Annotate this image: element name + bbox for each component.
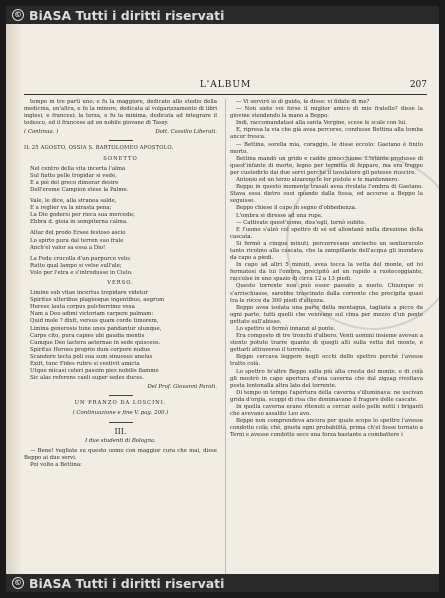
- right-paragraph: Beppo non comprendeva ancora per quale scopo lo spettro l'avesse condotto colà; chè, giusta ogni probabilità, prima ch'el fosse tornato a Terni e avesse condotto seco una forza bastante a combattere i: [230, 418, 423, 439]
- right-paragraph: Era composto di tre tronchi d'albero. Venti uomini insieme avevan a stento potuto trarre quanto di quegli alti sulla vetta del monte, e gettarli attraverso il torrente.: [230, 333, 423, 354]
- chapter-paragraph: — Bene! vegliate su questo uomo con maggior cura che mai, disse Beppo ai due servi.: [24, 447, 217, 461]
- watermark-bottom-text: BiASA Tutti i diritti riservati: [29, 575, 225, 591]
- story-divider: [109, 395, 133, 396]
- verse-line: Ratto qual lampo si velse sull'ale;: [30, 262, 122, 269]
- verse-line: Ebbra d. gioia in sempiterna calma.: [30, 219, 128, 226]
- latin-verses: [24, 290, 217, 382]
- right-paragraph: — Cattivate quest'uomo, diss'egli, tornò subito.: [236, 219, 366, 226]
- right-paragraph: Beppo avea isolata una parte della montagna, tagliata a picco da ogni parte, tutti quelli che venivano sul cima per mezzo d'un ponte gettato sull'abisso.: [230, 304, 423, 325]
- right-paragraph: Beppo cercava leggere negli occhi dello spettro perchè l'avesse tratto colà.: [230, 354, 423, 368]
- right-paragraph: — Bettina, sorella mia, coraggio, le disse eccolo: Gaetano è finito morto.: [230, 141, 423, 155]
- story-title: UN PRANZO DA LOSCINI.: [74, 400, 167, 407]
- article-signature: [24, 129, 217, 136]
- right-paragraph: Beppo chiese il capo in segno d'obbedienza.: [236, 205, 357, 212]
- right-paragraph: Questo torrente non può esser passato a nuoto. Chiunque vi s'arrischiasse, sarebbe trascinato dalla corrente che precipita quasi tra le rocce da 300 piedi d'altezza.: [230, 283, 423, 304]
- verse-line: E a reglier va la nirasta pena;: [30, 205, 112, 212]
- chapter-text: [24, 448, 217, 469]
- right-paragraph: Di tempo in tempo l'apertura della caverna s'illuminava: ne uscivan grida d'orgia, scoppi di risa che dominavano il fragore delle cascate.: [230, 389, 423, 403]
- right-paragraph: E, ripresa la via che già avea percorso, condusse Bettina alla tomba ancor fresca.: [230, 127, 423, 141]
- verse-line: Lo spirto pura dal terren suo frale: [30, 237, 124, 244]
- section-divider: [109, 140, 133, 141]
- right-paragraph: Lo spettro si fermò innanzi al ponte.: [236, 326, 336, 332]
- right-paragraph: Bettina mandò un grido e cadde ginocchione. L'istante produsse di quest'infante di morte, legno per termina di feppare, ma era troppo per custodirlo dai due servi perchè il tavolatore gli potesse riuscire.: [230, 155, 423, 176]
- verse-line: Dell'erome Campion stese la Palme.: [30, 186, 129, 193]
- latin-line: Nam a Deo adimi victoriam carpere palmam:: [30, 311, 154, 318]
- right-paragraph: L'ombra si diresse ad una rupe.: [236, 212, 323, 219]
- latin-line: Scandere tecta poli sua sum sinuosus anelus: [30, 353, 153, 360]
- chapter-number: III.: [114, 426, 127, 436]
- column-divider: [225, 99, 226, 577]
- page-header: [24, 80, 427, 92]
- latin-line: Limine sub vitae incertus trepidare videtur: [30, 290, 148, 297]
- latin-line: Sic alas referens caeli super sedes duces.: [30, 375, 144, 382]
- chapter-paragraph: Poi volto a Bettina:: [30, 461, 82, 468]
- watermark-top-text: BiASA Tutti i diritti riservati: [29, 7, 225, 23]
- watermark-top: [6, 6, 439, 24]
- verse-line: La Fede crucolla d'un purpurco velo;: [30, 255, 131, 262]
- right-paragraph: In quella caverna erano ritenuti a cercar asilo pelle notti i briganti che avevano assalito Leo avo.: [230, 404, 423, 418]
- verse-line: Anch'el valor sa essa a Dio!: [30, 244, 106, 251]
- continua-label: ( Continua. ): [24, 129, 59, 136]
- section-title: IL 25 AGOSTO, OSSIA S. BARTOLOMEO APOSTOLO.: [24, 145, 174, 152]
- chapter-subtitle: I due studenti di Bologna.: [85, 437, 156, 444]
- verso-label: VERSO.: [107, 279, 134, 286]
- right-paragraph: In capo ad altri 5 minuti, avea tocca la vetta del monte, ed ivi fermatosi da lui l'ombra, precipitò ad un rapido a ruotecoggiante, raccolse in uno spazio di circa 12 a 13 piedi.: [230, 262, 423, 283]
- verse-line: E a piè del greco dimorar desire: [30, 179, 119, 186]
- copyright-icon: ©: [14, 578, 22, 587]
- journal-title: L'ALBUM: [199, 80, 252, 90]
- author-signature: Dott. Cassilio Liberati.: [155, 129, 217, 136]
- chapter-divider: [109, 422, 133, 423]
- latin-line: Utque micasi celeri passim pies nobilis flammo: [30, 368, 159, 375]
- right-paragraph: Lo spettro fe'altre Beppo sulla più alta cresta del monte, e di colà gli mostrò in capo apertura d'una caverna che dal zigzag rivoltava posta lontonalla altra lato del torrente.: [230, 368, 423, 389]
- copyright-icon: ©: [14, 10, 22, 19]
- watermark-bottom: [6, 574, 439, 592]
- latin-line: Carpe cito, pura capies ubi gaudia mentis: [30, 332, 145, 339]
- latin-signature: Del Prof. Giovanni Parati.: [147, 384, 217, 391]
- latin-line: Quid mole ? dixit, versus quam corde timorem,: [30, 318, 159, 325]
- sonetto-lines: [24, 166, 217, 277]
- latin-line: Spiritus ulteribus plagiosque ingentibus, aegrum: [30, 297, 165, 304]
- scanned-page: [6, 6, 439, 592]
- verse-line: Vale, le dice, alla stranea salde,: [30, 198, 117, 205]
- latin-line: Cumque Deo lactera aeternae in sede quisceos.: [30, 339, 161, 346]
- sonetto-label: SONETTO: [103, 155, 138, 162]
- latin-line: Exiit, tunc Fides rubro si vestivit amicta: [30, 361, 140, 367]
- verse-line: La Dio godersi per rieca sua mercede;: [30, 212, 135, 219]
- right-paragraph: Si fermò a cinque minuti, percorrevano anciecho un sentierucolo tanto ricolmo alla cascata, che la zampillante dell'acqua gli inondava da capo a piedi.: [230, 240, 423, 262]
- verse-line: Nel centro della vita incerta l'alma: [30, 165, 126, 172]
- latin-line: Spiritus Heroes proprio dum corpore nudus: [30, 346, 151, 353]
- intro-paragraph: tempo in tre parti uno, e fu la maggiore, dedicato allo studio della medicina, un'altra, e fu la minore, dedicata al volgarizzamento di libri inglesi, e francesi; la terza, e fu la minima, dedicata ad integrare il tedesco, ed il francese ad un nobile giovane di Tassy.: [24, 99, 217, 127]
- verse-line: Sul fiutto pelle tropidar si vede,: [30, 172, 117, 179]
- right-column: [230, 99, 423, 577]
- right-paragraph: Indi, raccomandatasi alla santa Vergine, scese le scale con lui.: [236, 120, 407, 127]
- right-paragraph: Antonio ed un terzo alzarono le lor pistole e le mantennero.: [236, 177, 400, 184]
- verse-line: Volo per l'etra e s'introdusse in Cielo.: [30, 269, 133, 276]
- header-rule: [24, 94, 427, 95]
- story-continuation: ( Continuazione e fine V. pag. 200.): [72, 410, 169, 417]
- page-number: 207: [409, 80, 427, 90]
- verse-line: Altar del prodo Ersee festoso ascio: [30, 230, 126, 237]
- latin-line: Herese lauta corpus pulcherrimo vexa: [30, 304, 135, 311]
- left-column: [24, 99, 217, 559]
- right-paragraph: — Non siete voi forse il miglior amico di mio fratello? disse la giovine stendendo la mano a Beppo.: [230, 106, 423, 120]
- right-paragraph: E l'uomo s'alzò col spettro di sé ed allontanò nella direzione della cascata.: [230, 226, 423, 240]
- latin-line: Limina generosis tune unes pandantur ulunque,: [30, 325, 162, 332]
- binding-shadow: [6, 24, 22, 574]
- right-paragraph: Beppo in questo momento trasalì avea rivolata l'ombra di Gaetano. Stava essa dietro suoi quando dalla fossa, ed accorse a Beppo la seguisse.: [230, 184, 423, 205]
- right-paragraph: — Vi servirò io di guida, le disse: vi fidate di me?: [236, 99, 370, 105]
